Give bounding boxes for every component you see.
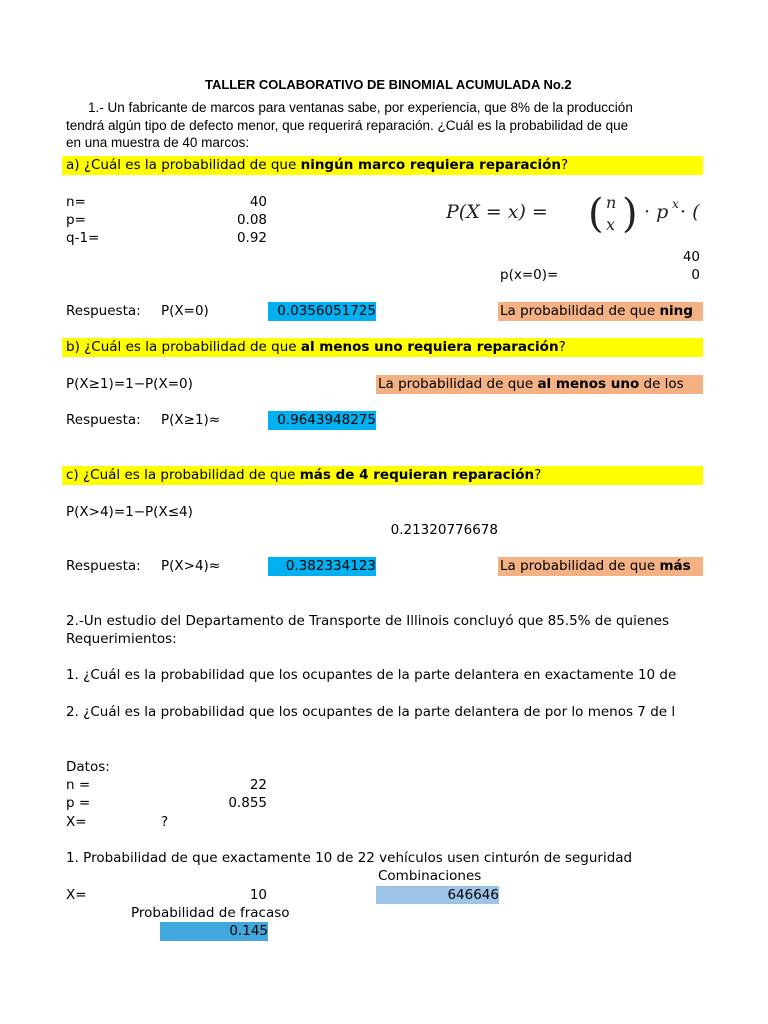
failure-probability-value: 0.145 — [160, 922, 268, 941]
requirements-heading: Requerimientos: — [66, 631, 177, 647]
datos-x-label: X= — [66, 814, 87, 830]
combinations-value: 646646 — [376, 886, 499, 904]
answer-a-expr: P(X=0) — [161, 303, 209, 319]
calc-a-value: 0 — [691, 267, 700, 283]
intro-line-1: 1.- Un fabricante de marcos para ventanas sabe, por experiencia, que 8% de la producción — [88, 100, 633, 115]
failure-probability-label: Probabilidad de fracaso — [131, 905, 290, 921]
combinations-label: Combinaciones — [378, 868, 482, 884]
datos-p-value: 0.855 — [228, 795, 267, 811]
answer-b-value: 0.9643948275 — [268, 411, 376, 430]
answer-b-label: Respuesta: — [66, 412, 141, 428]
requirement-2: 2. ¿Cuál es la probabilidad que los ocupantes de la parte delantera de por lo menos 7 de l — [66, 704, 676, 720]
param-p-value: 0.08 — [236, 212, 267, 228]
answer-a-label: Respuesta: — [66, 303, 141, 319]
answer-a-value: 0.0356051725 — [268, 302, 376, 321]
formula-c: P(X>4)=1−P(X≤4) — [66, 504, 193, 520]
datos-heading: Datos: — [66, 759, 110, 775]
right-paren-glyph: ) — [622, 192, 638, 237]
datos-n-value: 22 — [249, 777, 267, 793]
page-title: TALLER COLABORATIVO DE BINOMIAL ACUMULADA No.2 — [205, 77, 572, 92]
datos-p-label: p = — [66, 795, 91, 811]
binomial-formula-image: P(X = x) = ( n x ) · p x · ( — [446, 192, 700, 237]
prob1-x-value: 10 — [249, 887, 267, 903]
answer-c-expr: P(X>4)≈ — [161, 558, 221, 574]
answer-c-note: La probabilidad de que más — [498, 557, 703, 576]
formula-b: P(X≥1)=1−P(X=0) — [66, 376, 193, 392]
param-n-label: n= — [66, 194, 86, 210]
question-c: c) ¿Cuál es la probabilidad de que más de 4 requieran reparación? — [66, 467, 542, 483]
datos-x-value: ? — [161, 814, 169, 830]
question-b: b) ¿Cuál es la probabilidad de que al menos uno requiera reparación? — [66, 339, 566, 355]
note-b: La probabilidad de que al menos uno de los — [376, 375, 703, 394]
calc-a-label: p(x=0)= — [500, 267, 559, 283]
param-p-label: p= — [66, 212, 86, 228]
cumulative-c-value: 0.21320776678 — [390, 522, 498, 538]
answer-b-expr: P(X≥1)≈ — [161, 412, 221, 428]
requirement-1: 1. ¿Cuál es la probabilidad que los ocupantes de la parte delantera en exactamente 10 de — [66, 667, 677, 683]
left-paren-glyph: ( — [588, 192, 604, 237]
answer-c-label: Respuesta: — [66, 558, 141, 574]
prob1-x-label: X= — [66, 887, 87, 903]
param-q-label: q-1= — [66, 230, 100, 246]
param-n-value: 40 — [249, 194, 267, 210]
answer-c-value: 0.382334123 — [268, 557, 376, 576]
intro-line-2: tendrá algún tipo de defecto menor, que requerirá reparación. ¿Cuál es la probabilidad de que — [66, 118, 629, 133]
prob1-title: 1. Probabilidad de que exactamente 10 de 22 vehículos usen cinturón de seguridad — [66, 850, 633, 866]
datos-n-label: n = — [66, 777, 91, 793]
param-q-value: 0.92 — [236, 230, 267, 246]
intro-line-3: en una muestra de 40 marcos: — [66, 135, 250, 150]
answer-a-note: La probabilidad de que ning — [498, 302, 703, 321]
question-a: a) ¿Cuál es la probabilidad de que ningún marco requiera reparación? — [66, 157, 569, 173]
calc-a-n-value: 40 — [682, 249, 700, 265]
problem-2-statement: 2.-Un estudio del Departamento de Transporte de Illinois concluyó que 85.5% de quienes — [66, 613, 670, 629]
